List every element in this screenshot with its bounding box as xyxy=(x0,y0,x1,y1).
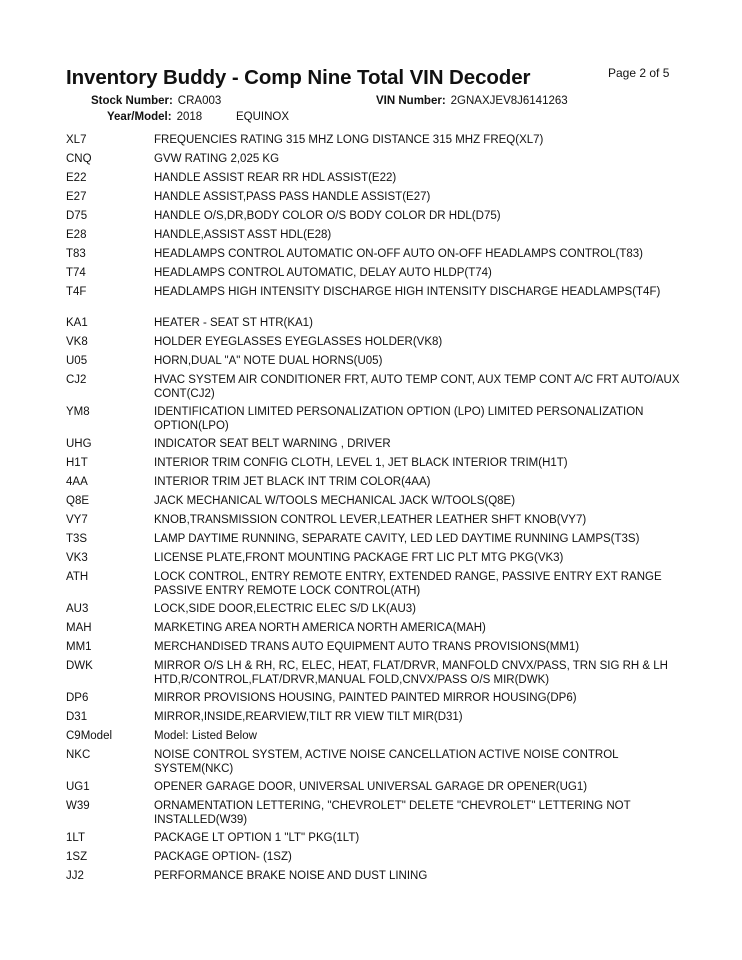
option-description: PACKAGE LT OPTION 1 "LT" PKG(1LT) xyxy=(154,832,360,844)
option-code: CNQ xyxy=(66,153,92,165)
option-row xyxy=(66,831,686,845)
option-code: AU3 xyxy=(66,603,89,615)
option-description: FREQUENCIES RATING 315 MHZ LONG DISTANCE 315 MHZ FREQ(XL7) xyxy=(154,134,544,146)
option-row xyxy=(66,710,686,724)
option-row xyxy=(66,133,686,147)
option-row xyxy=(66,869,686,883)
option-row xyxy=(66,494,686,508)
option-row xyxy=(66,152,686,166)
option-row xyxy=(66,551,686,565)
option-description: LAMP DAYTIME RUNNING, SEPARATE CAVITY, LED LED DAYTIME RUNNING LAMPS(T3S) xyxy=(154,533,640,545)
option-code: 1SZ xyxy=(66,851,88,863)
option-description: Model: Listed Below xyxy=(154,730,257,742)
option-row xyxy=(66,691,686,705)
option-code: VK8 xyxy=(66,336,88,348)
option-row xyxy=(66,171,686,185)
option-row xyxy=(66,285,686,299)
option-row xyxy=(66,513,686,527)
option-description: IDENTIFICATION LIMITED PERSONALIZATION OPTION (LPO) LIMITED PERSONALIZATION OPTION(LPO) xyxy=(154,406,644,432)
option-description: KNOB,TRANSMISSION CONTROL LEVER,LEATHER LEATHER SHFT KNOB(VY7) xyxy=(154,514,587,526)
option-row xyxy=(66,621,686,635)
option-code: T83 xyxy=(66,248,86,260)
option-row xyxy=(66,190,686,204)
vin-number-field xyxy=(376,95,568,107)
vin-number-label: VIN Number: xyxy=(376,95,446,107)
option-row xyxy=(66,748,686,776)
option-row xyxy=(66,405,686,433)
option-code: VY7 xyxy=(66,514,88,526)
option-row xyxy=(66,335,686,349)
option-description: HEATER - SEAT ST HTR(KA1) xyxy=(154,317,313,329)
option-code: JJ2 xyxy=(66,870,84,882)
model-value: EQUINOX xyxy=(236,111,290,123)
option-row xyxy=(66,532,686,546)
option-code: UG1 xyxy=(66,781,90,793)
option-row xyxy=(66,209,686,223)
option-description: HANDLE,ASSIST ASST HDL(E28) xyxy=(154,229,332,241)
option-code: E27 xyxy=(66,191,87,203)
option-description: MARKETING AREA NORTH AMERICA NORTH AMERICA(MAH) xyxy=(154,622,486,634)
option-row xyxy=(66,228,686,242)
page-number: Page 2 of 5 xyxy=(608,66,670,80)
option-code: T74 xyxy=(66,267,86,279)
option-row xyxy=(66,780,686,794)
option-code: T4F xyxy=(66,286,87,298)
option-code: 4AA xyxy=(66,476,88,488)
option-code: Q8E xyxy=(66,495,90,507)
option-code: U05 xyxy=(66,355,88,367)
option-row xyxy=(66,850,686,864)
option-description: INTERIOR TRIM CONFIG CLOTH, LEVEL 1, JET BLACK INTERIOR TRIM(H1T) xyxy=(154,457,568,469)
option-description: INDICATOR SEAT BELT WARNING , DRIVER xyxy=(154,438,391,450)
stock-number-value: CRA003 xyxy=(177,95,222,107)
option-code: D75 xyxy=(66,210,88,222)
option-row xyxy=(66,570,686,598)
option-code: E28 xyxy=(66,229,87,241)
option-row xyxy=(66,354,686,368)
option-description: HANDLE ASSIST REAR RR HDL ASSIST(E22) xyxy=(154,172,397,184)
option-description: MIRROR O/S LH & RH, RC, ELEC, HEAT, FLAT/DRVR, MANFOLD CNVX/PASS, TRN SIG RH & LH HTD,R/CONTROL,FLAT/DRVR,MANUAL FOLD,CNVX/PASS O/S MIR(DWK) xyxy=(154,660,668,686)
option-code: W39 xyxy=(66,800,90,812)
option-code: ATH xyxy=(66,571,89,583)
option-code: H1T xyxy=(66,457,88,469)
option-description: HORN,DUAL "A" NOTE DUAL HORNS(U05) xyxy=(154,355,383,367)
option-row xyxy=(66,659,686,687)
option-row xyxy=(66,266,686,280)
option-description: PERFORMANCE BRAKE NOISE AND DUST LINING xyxy=(154,870,428,882)
option-row xyxy=(66,247,686,261)
option-code: CJ2 xyxy=(66,374,87,386)
option-description: MIRROR PROVISIONS HOUSING, PAINTED PAINTED MIRROR HOUSING(DP6) xyxy=(154,692,577,704)
option-code: MAH xyxy=(66,622,92,634)
option-description: PACKAGE OPTION- (1SZ) xyxy=(154,851,292,863)
option-code: MM1 xyxy=(66,641,92,653)
option-row xyxy=(66,316,686,330)
option-code: E22 xyxy=(66,172,87,184)
option-row xyxy=(66,456,686,470)
option-description: LOCK,SIDE DOOR,ELECTRIC ELEC S/D LK(AU3) xyxy=(154,603,417,615)
option-row xyxy=(66,475,686,489)
stock-number-label: Stock Number: xyxy=(91,95,173,107)
vin-number-value: 2GNAXJEV8J6141263 xyxy=(450,95,568,107)
option-row xyxy=(66,602,686,616)
option-description: INTERIOR TRIM JET BLACK INT TRIM COLOR(4AA) xyxy=(154,476,431,488)
option-code: VK3 xyxy=(66,552,88,564)
year-model-label: Year/Model: xyxy=(107,111,172,123)
option-code: NKC xyxy=(66,749,91,761)
option-code: C9Model xyxy=(66,730,113,742)
option-code: KA1 xyxy=(66,317,88,329)
option-code: XL7 xyxy=(66,134,87,146)
option-code: D31 xyxy=(66,711,88,723)
option-description: JACK MECHANICAL W/TOOLS MECHANICAL JACK W/TOOLS(Q8E) xyxy=(154,495,516,507)
option-code: UHG xyxy=(66,438,92,450)
option-description: HEADLAMPS HIGH INTENSITY DISCHARGE HIGH INTENSITY DISCHARGE HEADLAMPS(T4F) xyxy=(154,286,661,298)
option-description: HANDLE ASSIST,PASS PASS HANDLE ASSIST(E27) xyxy=(154,191,431,203)
option-description: HEADLAMPS CONTROL AUTOMATIC ON-OFF AUTO ON-OFF HEADLAMPS CONTROL(T83) xyxy=(154,248,644,260)
option-description: HEADLAMPS CONTROL AUTOMATIC, DELAY AUTO HLDP(T74) xyxy=(154,267,492,279)
option-description: HOLDER EYEGLASSES EYEGLASSES HOLDER(VK8) xyxy=(154,336,443,348)
option-code: DWK xyxy=(66,660,93,672)
option-description: OPENER GARAGE DOOR, UNIVERSAL UNIVERSAL GARAGE DR OPENER(UG1) xyxy=(154,781,588,793)
option-row xyxy=(66,437,686,451)
option-description: MIRROR,INSIDE,REARVIEW,TILT RR VIEW TILT MIR(D31) xyxy=(154,711,463,723)
option-code: T3S xyxy=(66,533,88,545)
option-code: YM8 xyxy=(66,406,90,418)
option-description: LOCK CONTROL, ENTRY REMOTE ENTRY, EXTENDED RANGE, PASSIVE ENTRY EXT RANGE PASSIVE ENTRY REMOTE LOCK CONTROL(ATH) xyxy=(154,571,662,597)
option-row xyxy=(66,373,686,401)
year-value: 2018 xyxy=(176,111,203,123)
year-model-field xyxy=(107,111,202,123)
option-description: NOISE CONTROL SYSTEM, ACTIVE NOISE CANCELLATION ACTIVE NOISE CONTROL SYSTEM(NKC) xyxy=(154,749,619,775)
option-row xyxy=(66,729,686,743)
option-row xyxy=(66,799,686,827)
stock-number-field xyxy=(91,95,221,107)
option-description: HANDLE O/S,DR,BODY COLOR O/S BODY COLOR DR HDL(D75) xyxy=(154,210,501,222)
option-description: MERCHANDISED TRANS AUTO EQUIPMENT AUTO TRANS PROVISIONS(MM1) xyxy=(154,641,580,653)
option-code: DP6 xyxy=(66,692,89,704)
option-description: GVW RATING 2,025 KG xyxy=(154,153,280,165)
option-row xyxy=(66,640,686,654)
option-description: LICENSE PLATE,FRONT MOUNTING PACKAGE FRT LIC PLT MTG PKG(VK3) xyxy=(154,552,564,564)
option-code: 1LT xyxy=(66,832,85,844)
document-title: Inventory Buddy - Comp Nine Total VIN Decoder xyxy=(66,66,531,89)
option-description: ORNAMENTATION LETTERING, "CHEVROLET" DELETE "CHEVROLET" LETTERING NOT INSTALLED(W39) xyxy=(154,800,631,826)
option-description: HVAC SYSTEM AIR CONDITIONER FRT, AUTO TEMP CONT, AUX TEMP CONT A/C FRT AUTO/AUX CONT(CJ2) xyxy=(154,374,680,400)
